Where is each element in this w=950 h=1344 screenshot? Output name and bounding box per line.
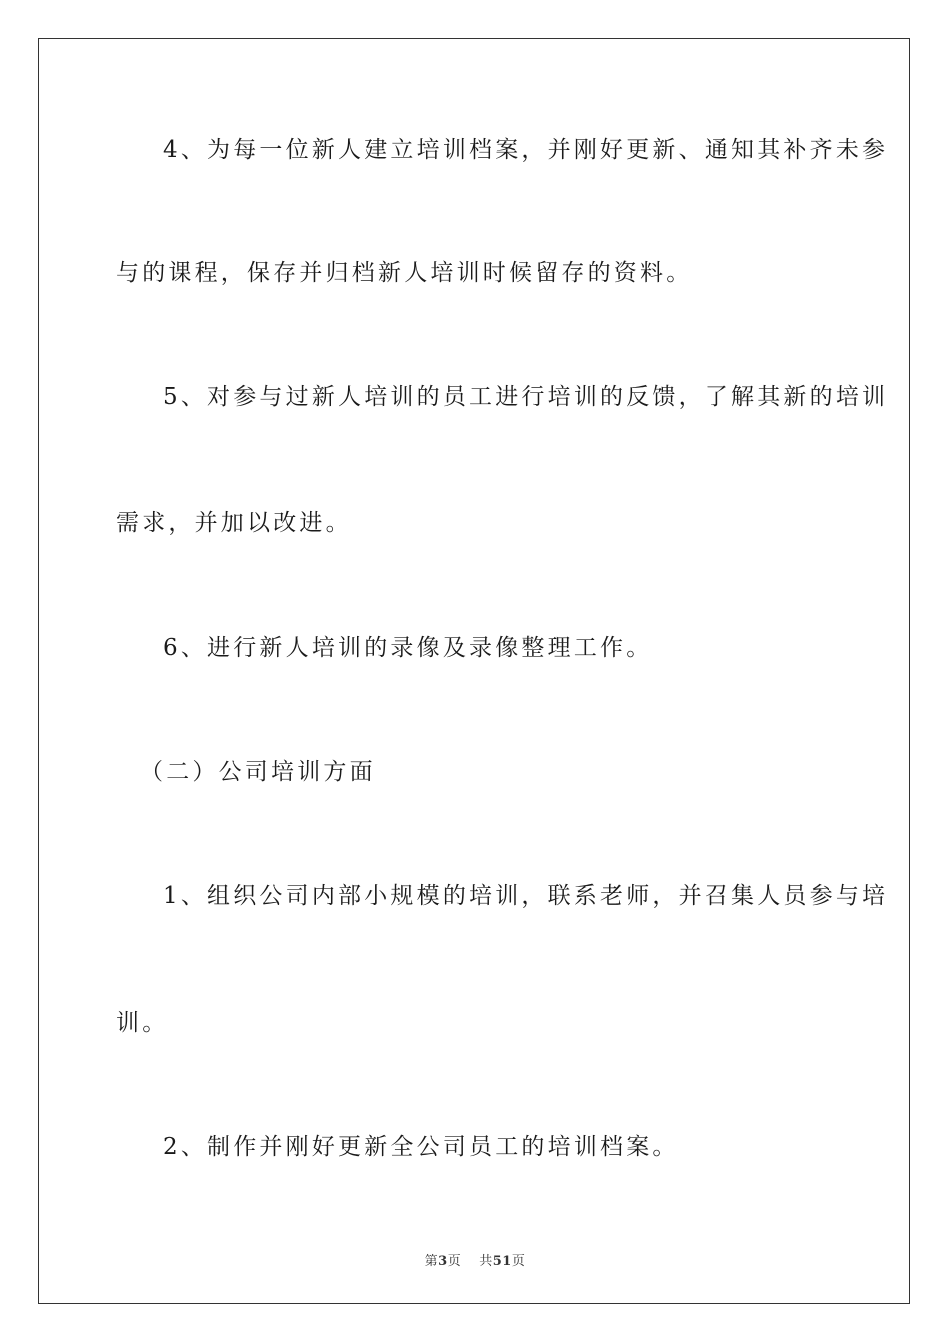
total-pages: 51 [492, 1254, 512, 1269]
page-prefix: 第 [424, 1254, 439, 1269]
page-suffix: 页 [447, 1254, 462, 1269]
paragraph-line: 与的课程，保存并归档新人培训时候留存的资料。 [116, 260, 693, 286]
total-suffix: 页 [511, 1254, 526, 1269]
paragraph-line: 4、为每一位新人建立培训档案，并刚好更新、通知其补齐未参 [163, 137, 889, 163]
paragraph-line: 1、组织公司内部小规模的培训，联系老师，并召集人员参与培 [163, 883, 889, 909]
page-number: 3 [438, 1254, 448, 1269]
paragraph-line: 5、对参与过新人培训的员工进行培训的反馈，了解其新的培训 [163, 384, 889, 410]
total-prefix: 共 [479, 1254, 493, 1269]
section-heading: （二）公司培训方面 [140, 759, 376, 785]
page-footer [0, 1250, 950, 1269]
paragraph-line: 2、制作并刚好更新全公司员工的培训档案。 [163, 1134, 679, 1160]
paragraph-line: 6、进行新人培训的录像及录像整理工作。 [163, 635, 653, 661]
paragraph-line: 训。 [116, 1010, 169, 1036]
paragraph-line: 需求，并加以改进。 [116, 510, 352, 536]
page-border [38, 38, 910, 1304]
